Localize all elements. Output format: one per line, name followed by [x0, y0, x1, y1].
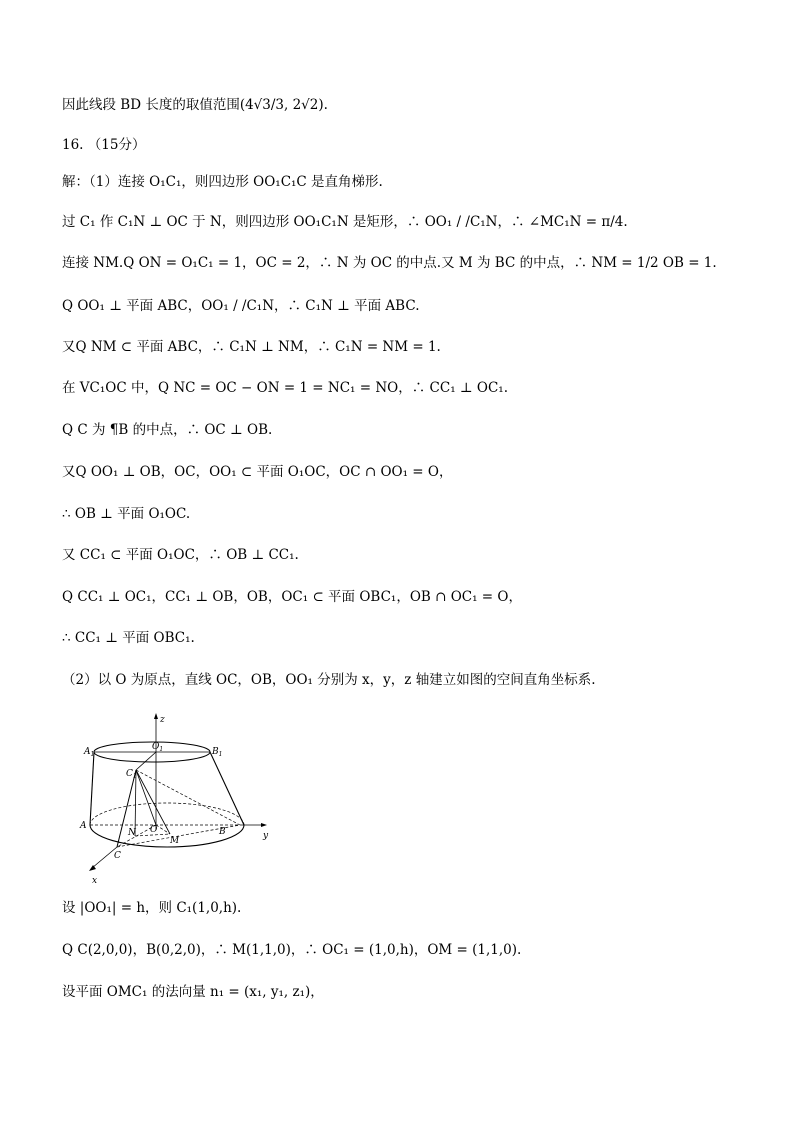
- text-line-11: ∴ OB ⊥ 平面 O₁OC.: [62, 506, 191, 522]
- label-b1: $B_1$: [212, 747, 223, 758]
- text-line-1: 因此线段 BD 长度的取值范围(4√3/3, 2√2).: [62, 97, 328, 113]
- text-line-15: （2）以 O 为原点，直线 OC，OB，OO₁ 分别为 x，y，z 轴建立如图的空间直角坐标系.: [62, 672, 596, 688]
- bottom-ellipse-back: [90, 803, 244, 825]
- label-n: N: [128, 828, 136, 838]
- segment-c1-o: [136, 770, 156, 825]
- label-o: O: [150, 825, 158, 835]
- label-x: x: [92, 876, 98, 885]
- text-line-13: Q CC₁ ⊥ OC₁，CC₁ ⊥ OB，OB，OC₁ ⊂ 平面 OBC₁，OB ∩ OC₁ = O，: [62, 589, 522, 605]
- text-line-3: 解：（1）连接 O₁C₁，则四边形 OO₁C₁C 是直角梯形.: [62, 174, 383, 190]
- frustum-coordinate-figure: [72, 710, 272, 885]
- text-line-7: 又Q NM ⊂ 平面 ABC，∴ C₁N ⊥ NM，∴ C₁N = NM = 1.: [62, 339, 441, 355]
- left-generatrix: [90, 752, 94, 825]
- label-o1: $O_1$: [152, 742, 164, 753]
- label-c: C: [114, 851, 121, 861]
- label-c1: $C_1$: [126, 769, 137, 780]
- text-line-8: 在 VC₁OC 中，Q NC = OC − ON = 1 = NC₁ = NO，∴ CC₁ ⊥ OC₁.: [62, 380, 508, 396]
- text-line-18: 设平面 OMC₁ 的法向量 n₁ = (x₁, y₁, z₁)，: [62, 984, 324, 1000]
- text-line-10: 又Q OO₁ ⊥ OB，OC，OO₁ ⊂ 平面 O₁OC，OC ∩ OO₁ = O，: [62, 464, 453, 480]
- label-b: B: [219, 827, 226, 837]
- text-line-4: 过 C₁ 作 C₁N ⊥ OC 于 N，则四边形 OO₁C₁N 是矩形，∴ OO₁ / /C₁N，∴ ∠MC₁N = π/4.: [62, 214, 628, 230]
- segment-o1-c1: [136, 752, 156, 770]
- label-m: M: [170, 836, 180, 846]
- text-line-17: Q C(2,0,0)，B(0,2,0)，∴ M(1,1,0)，∴ OC₁ = (1,0,h)，OM = (1,1,0).: [62, 942, 522, 958]
- text-line-5: 连接 NM.Q ON = O₁C₁ = 1，OC = 2，∴ N 为 OC 的中点.又 M 为 BC 的中点，∴ NM = 1/2 OB = 1.: [62, 255, 717, 271]
- right-generatrix: [210, 752, 244, 825]
- text-line-12: 又 CC₁ ⊂ 平面 O₁OC，∴ OB ⊥ CC₁.: [62, 547, 299, 563]
- text-line-6: Q OO₁ ⊥ 平面 ABC，OO₁ / /C₁N，∴ C₁N ⊥ 平面 ABC.: [62, 298, 420, 314]
- label-z: z: [160, 715, 165, 725]
- label-a1: $A_1$: [84, 747, 95, 758]
- segment-c1-b: [136, 770, 240, 825]
- text-line-9: Q C 为 ¶B 的中点，∴ OC ⊥ OB.: [62, 422, 273, 438]
- text-line-16: 设 |OO₁| = h，则 C₁(1,0,h).: [62, 900, 242, 916]
- label-a: A: [80, 821, 87, 831]
- z-axis-arrow: [154, 713, 158, 719]
- y-axis-arrow: [261, 823, 267, 827]
- text-line-14: ∴ CC₁ ⊥ 平面 OBC₁.: [62, 630, 195, 646]
- label-y: y: [263, 831, 269, 841]
- problem-number: 16. （15分）: [62, 137, 146, 153]
